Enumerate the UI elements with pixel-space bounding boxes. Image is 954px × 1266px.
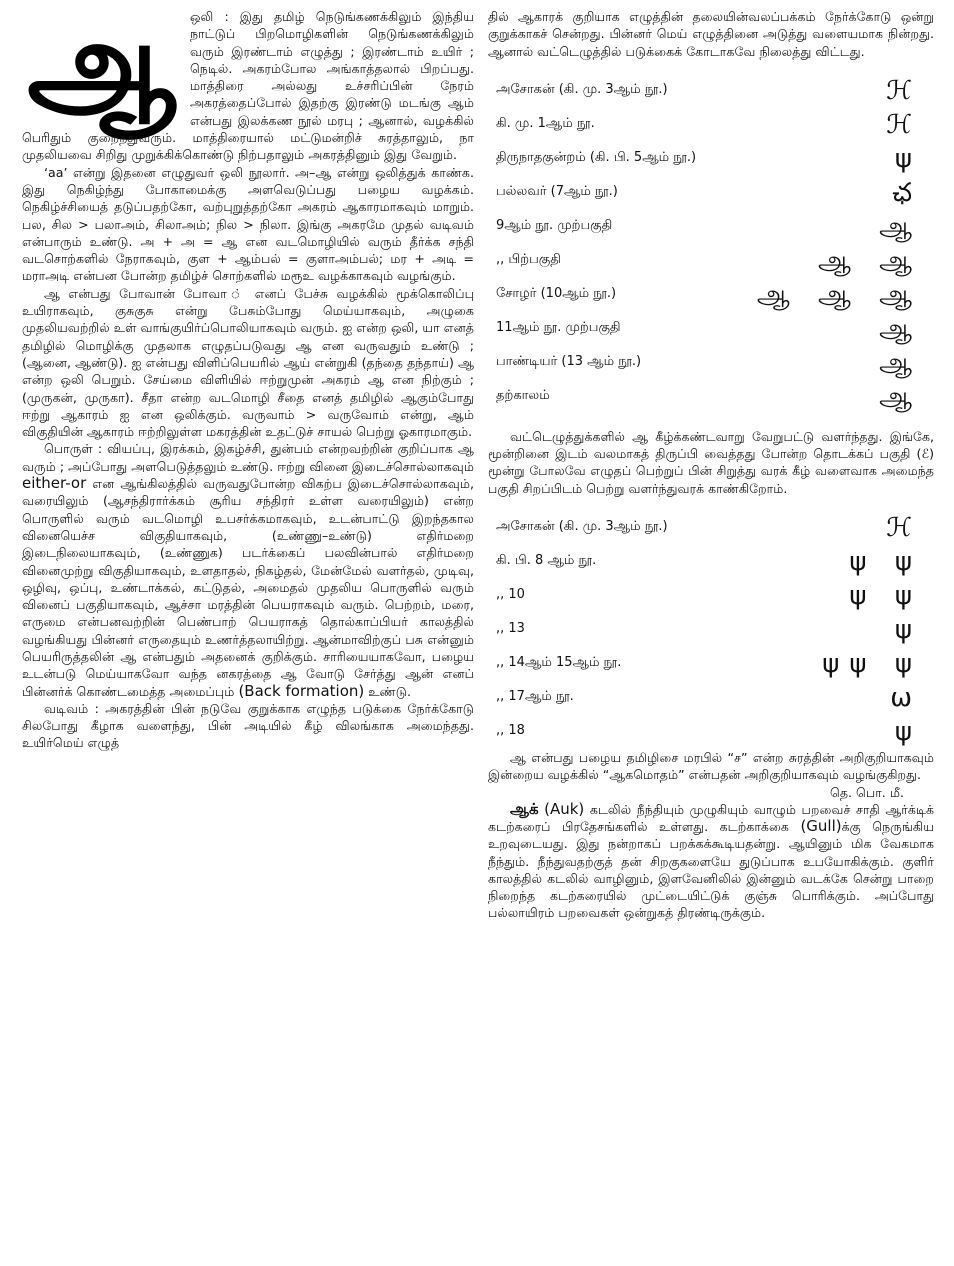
paragraph-form: வடிவம் : அகரத்தின் பின் நடுவே குறுக்காக எழுந்த படுக்கை நேர்க்கோடு சிலபோது கீழாக வளைந்து, பின் அடியில் கீழ் விலங்காக அமைந்தது. உயிர்மெய் எழுத் [22,700,474,751]
brahmi-row-label: ,, பிற்பகுதி [496,251,561,267]
latin-either-or: either-or [22,474,87,493]
brahmi-row [488,244,934,278]
brahmi-row-label: கி. மு. 1ஆம் நூ. [496,115,595,131]
brahmi-evolution-table [488,74,934,414]
brahmi-row [488,278,934,312]
auk-headword: ஆக் [510,799,539,818]
vatteluttu-row-label: ,, 17ஆம் நூ. [496,689,574,705]
auk-latin-name: (Auk) [544,799,585,818]
vatteluttu-row-label: அசோகன் (கி. மு. 3ஆம் நூ.) [496,519,668,535]
brahmi-row-label: தற்காலம் [496,387,550,403]
brahmi-row [488,210,934,244]
brahmi-row-glyphs: ఛ [892,177,922,208]
entry-headletter: ஆ [27,0,177,132]
vatteluttu-row [488,511,934,545]
meaning-text-b: என ஆங்கிலத்தில் வருவதுபோன்ற விகற்ப இடைச்சொல்லாகவும், வரையிலும் (ஆசந்திரார்க்கம் சூரிய சந்திரர் உள்ள வரையிலும்) என்ற பொருளில் வரும் வடமொழி உபசர்க்கமாகவும், உடன்பாட்டு இறந்தகால வினையெச்ச விகுதியாகவும், (உண்ணு–உண்டு) எதிர்மறை இடைநிலையாகவும், (உண்ணுக) படர்க்கைப் பலவின்பால் எதிர்மறை வினைமுற்று விகுதியாகவும், உளதாதல், நிகழ்தல், மேன்மேல் வளர்தல், முடிவு, ஒழிவு, ஒப்பு, உண்டாக்கல், கட்டுதல், அமைதல் முதலிய பொருளில் வரும் வினைப் பகுதியாகவும், ஆச்சா மரத்தின் பெயராகவும் வரும். பெற்றம், மரை, எருமை என்பனவற்றின் பெண்பாற் பெயராகத் தொல்காப்பியர் காலத்தில் வழங்கியது பின்னர் எருதையும் உணர்த்தலாயிற்று. ஆன்மாவிற்குப் பசு என்னும் பெயரிருத்தலின் ஆ என்பதும் அதனைக் குறிக்கும். சாரியையாகவோ, பழைய உடன்படு மெய்யாகவோ வந்த னகரத்தை ஆ வோடு சேர்த்து ஆன் எனப் பின்னர்க் கொண்டமைத்த அமைப்பும் [22,476,474,699]
brahmi-row [488,108,934,142]
brahmi-row-label: திருநாதகுன்றம் (கி. பி. 5ஆம் நூ.) [496,149,697,165]
vatteluttu-row-glyphs: ψ [894,717,922,748]
brahmi-row-label: 11ஆம் நூ. முற்பகுதி [496,319,621,335]
brahmi-row-label: 9ஆம் நூ. முற்பகுதி [496,217,613,233]
vatteluttu-evolution-table [488,511,934,749]
vatteluttu-row-glyphs: ω [890,683,922,714]
vatteluttu-row [488,715,934,749]
vatteluttu-row-glyphs: ψ [894,615,922,646]
vatteluttu-row-glyphs: ψψ ψ [822,649,922,680]
brahmi-row-glyphs: ψ [894,143,922,174]
paragraph-auk [488,801,934,922]
right-column [488,8,934,922]
vatteluttu-row [488,545,934,579]
brahmi-row [488,346,934,380]
brahmi-row [488,380,934,414]
brahmi-row [488,142,934,176]
latin-back-formation: (Back formation) [238,681,365,700]
brahmi-row [488,312,934,346]
vatteluttu-row [488,647,934,681]
left-column [22,0,474,752]
paragraph-sound: ஒலி : இது தமிழ் நெடுங்கணக்கிலும் இந்திய நாட்டுப் பிறமொழிகளின் நெடுங்கணக்கிலும் வரும் இரண்டாம் எழுத்து ; இரண்டாம் உயிர் ; நெடில். அகரம்போல அங்காத்தலால் பிறப்பது. மாத்திரை அல்லது உச்சரிப்பின் நேரம் அகரத்தைப்போல் இதற்கு இரண்டு மடங்கு ஆம் என்பது இலக்கண நூல் மரபு ; ஆனால், வழக்கில் பெரிதும் குறைந்துவரும். மாத்திரையால் மட்டுமன்றிச் சுரத்தாலும், நா முதலியவை சிறிது முறுக்கிக்கொண்டு நிற்பதாலும் அகரத்தினும் இது வேறும். [22,9,474,163]
brahmi-row-label: அசோகன் (கி. மு. 3ஆம் நூ.) [496,81,668,97]
paragraph-usage: ஆ என்பது போவான் போவா ் எனப் பேச்சு வழக்கில் மூக்கொலிப்பு உயிராகவும், குசுகுசு என்று பேசும்போது மெய்யாகவும், அழுகை முதலியவற்றில் உள் வாங்குயிர்ப்பொலியாகவும் வரும். ஐ என்ற ஒலி, யா எனத் தமிழில் மொழிக்கு முதலாக எழுதப்படுவது ஆ என வருவதும் உண்டு ; (ஆனை, ஆண்டு). ஐ என்பது விளிப்பெயரில் ஆய் என்றுகி (தந்தை தந்தாய்) ஆ என்ற ஒலி பெறும். சேய்மை விளியில் ஈற்றுமுன் அகரம் ஆ என நிற்கும் ; (முருகன், முருகா). சீதா என்ற வடமொழி சீதை எனத் தமிழில் ஆகும்போது ஈற்று ஆகாரம் ஐ என ஒலிக்கும். வருவாம் > வருவோம் என்று, ஆம் விகுதியின் ஆகாரம் ஈற்றிலுள்ள மகரத்தின் உதட்டுச் சாயல் பெற்று ஓகாரமாகும். [22,285,474,440]
vatteluttu-row [488,613,934,647]
brahmi-row [488,176,934,210]
paragraph-phonetic: ‘aa’ என்று இதனை எழுதுவர் ஒலி நூலார். அ–ஆ என்று ஒலித்துக் காண்க. இது நெகிழ்ந்து போகாமைக்கு அளவெடுப்பது பழைய வழக்கம். நெகிழ்ச்சியைத் தடுப்பதற்கோ, வற்புறுத்தற்கோ அகரம் ஆகாரமாகவும் மாறும். பல, சில > பலாஅம், சிலாஅம்; நில > நிலா. இங்கு அகரமே முதல் வடிவம் என்பாரும் உண்டு. அ + அ = ஆ என வடமொழியில் வரும் தீர்க்க சந்தி வடசொற்களில் நேராகவும், குள + ஆம்பல் = குளாஅம்பல்; மர + அடி = மராஅடி என்பன போன்ற தமிழ்ச் சொற்களில் மரூஉ வழக்காகவும் வழங்கும். [22,164,474,284]
vatteluttu-row-glyphs: ψ ψ [849,581,922,612]
brahmi-row-glyphs: ஆ [879,313,922,344]
brahmi-row-glyphs: ℋ [886,109,922,140]
paragraph-music-note: ஆ என்பது பழைய தமிழிசை மரபில் “ச” என்ற சுரத்தின் அறிகுறியாகவும் இன்றைய வழக்கில் “ஆகமொதம்” என்பதன் அறிகுறியாகவும் வழங்குகிறது. [488,750,934,783]
vatteluttu-row-label: ,, 14ஆம் 15ஆம் நூ. [496,655,622,671]
brahmi-row-glyphs: ஆ ஆ [817,245,922,276]
vatteluttu-row-label: ,, 10 [496,587,525,603]
vatteluttu-row [488,681,934,715]
meaning-text-a: பொருள் : வியப்பு, இரக்கம், இகழ்ச்சி, துன்பம் என்றவற்றின் குறிப்பாக ஆ வரும் ; அப்போது அளபெடுத்தலும் உண்டு. ஈற்று வினை இடைச்சொல்லாகவும் [22,441,474,474]
vatteluttu-row-glyphs: ℋ [886,513,922,544]
brahmi-row [488,74,934,108]
paragraph-meaning [22,440,474,699]
brahmi-row-glyphs: ஆ [879,347,922,378]
vatteluttu-row-label: ,, 13 [496,621,525,637]
brahmi-row-glyphs: ஆ ஆ ஆ [756,279,922,310]
paragraph-vatteluttu: வட்டெழுத்துக்களில் ஆ கீழ்க்கண்டவாறு வேறுபட்டு வளர்ந்தது. இங்கே, மூன்றினை இடம் வலமாகத் திருப்பி வைத்தது போன்ற தொடக்கப் பகுதி (ℰ) மூன்று போலவே எழுதப் பெற்றுப் பின் சிறுத்து வரக் கீழ் வளைவாக அமைந்த பகுதி சிறப்பிடம் பெற்று வளர்ந்துவரக் காண்கிறோம். [488,428,934,496]
meaning-text-c: உண்டு. [368,683,411,699]
brahmi-row-glyphs: ஆ [879,381,922,412]
auk-text-2: க்கு நெருங்கிய உறவுடையது. இது நன்றாகப் பறக்கக்கூடியதன்று. ஆயினும் மிக வேகமாக நீந்தும். நீந்துவதற்குத் தன் சிறகுகளையே துடுப்பாக உபயோகிக்கும். குளிர் காலத்தில் கடலில் வாழினும், இளவேனிலில் இன்னும் வடக்கே சென்று பாறை நிறைந்த கடற்கரையில் முட்டையிட்டுக் குஞ்சு பொரிக்கும். அப்போது பல்லாயிரம் பறவைகள் ஒன்றுகத் திரண்டிருக்கும். [488,818,934,921]
brahmi-row-glyphs: ஆ [879,211,922,242]
brahmi-row-label: பாண்டியர் (13 ஆம் நூ.) [496,353,642,369]
gull-latin-name: (Gull) [800,816,842,835]
auk-text-1: கடலில் நீந்தியும் முழுகியும் வாழும் பறவைச் சாதி ஆர்க்டிக் கடற்கரைப் பிரதேசங்களில் உள்ளது. கடற்காக்கை [488,801,934,834]
vatteluttu-row [488,579,934,613]
vatteluttu-row-label: கி. பி. 8 ஆம் நூ. [496,553,597,569]
brahmi-row-label: பல்லவர் (7ஆம் நூ.) [496,183,618,199]
vatteluttu-row-label: ,, 18 [496,723,525,739]
paragraph-form-continued: தில் ஆகாரக் குறியாக எழுத்தின் தலையின்வலப்பக்கம் நேர்க்கோடு ஒன்று குறுக்காகச் சென்றது. பின்னர் மெய் எழுத்தினை அடுத்து வளையமாக நின்றது. ஆனால் வட்டெழுத்தில் படுக்கைக் கோடாகவே நிலைத்து விட்டது. [488,9,934,59]
vatteluttu-row-glyphs: ψ ψ [849,547,922,578]
author-signature: தெ. பொ. மீ. [830,784,904,800]
brahmi-row-glyphs: ℋ [886,75,922,106]
brahmi-row-label: சோழர் (10ஆம் நூ.) [496,285,617,301]
